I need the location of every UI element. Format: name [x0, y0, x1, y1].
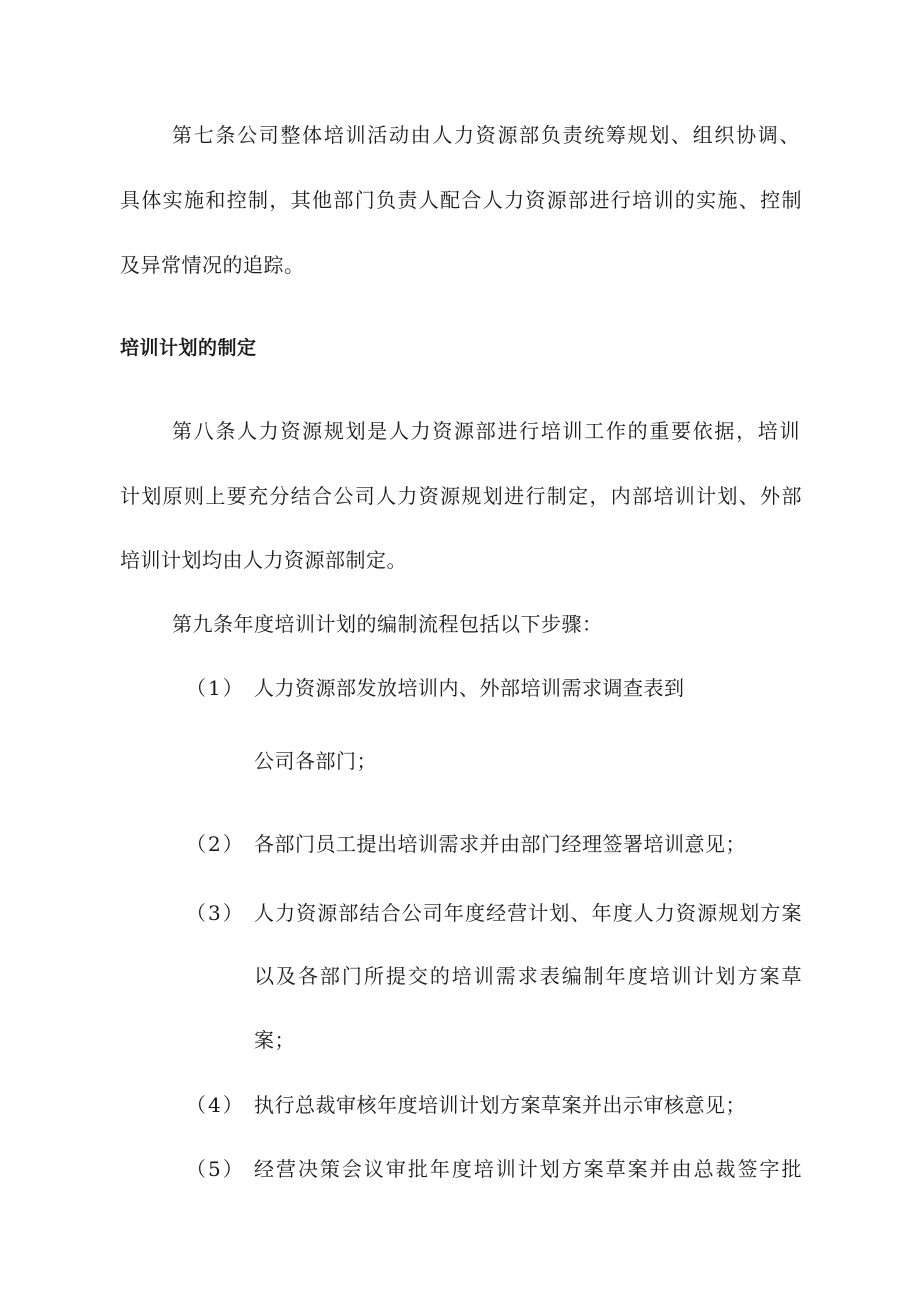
- step-text: 以及各部门所提交的培训需求表编制年度培训计划方案草: [254, 964, 802, 988]
- step-text: 案；: [254, 1028, 295, 1052]
- article7-line3: 及异常情况的追踪。: [120, 253, 305, 277]
- step-number: （3）: [186, 901, 245, 925]
- article8-line3: 培训计划均由人力资源部制定。: [120, 548, 407, 572]
- step-text: 经营决策会议审批年度培训计划方案草案并由总裁签字批: [254, 1157, 802, 1181]
- step-text: 人力资源部发放培训内、外部培训需求调查表到: [254, 676, 685, 700]
- section-heading: 培训计划的制定: [120, 337, 257, 359]
- step-text: 各部门员工提出培训需求并由部门经理签署培训意见；: [254, 832, 746, 856]
- article8-line2: 计划原则上要充分结合公司人力资源规划进行制定，内部培训计划、外部: [120, 484, 802, 508]
- step-text: 人力资源部结合公司年度经营计划、年度人力资源规划方案: [254, 901, 802, 925]
- article8-line1: 第八条人力资源规划是人力资源部进行培训工作的重要依据，培训: [172, 419, 800, 443]
- step-text: 执行总裁审核年度培训计划方案草案并出示审核意见；: [254, 1093, 746, 1117]
- article9-intro: 第九条年度培训计划的编制流程包括以下步骤：: [172, 612, 603, 636]
- step-number: （1）: [186, 676, 245, 700]
- article7-line2: 具体实施和控制，其他部门负责人配合人力资源部进行培训的实施、控制: [120, 188, 802, 212]
- step-number: （2）: [186, 832, 245, 856]
- step-number: （4）: [186, 1093, 245, 1117]
- article7-line1: 第七条公司整体培训活动由人力资源部负责统筹规划、组织协调、: [172, 123, 800, 147]
- step-number: （5）: [186, 1157, 245, 1181]
- step-text: 公司各部门；: [254, 749, 377, 773]
